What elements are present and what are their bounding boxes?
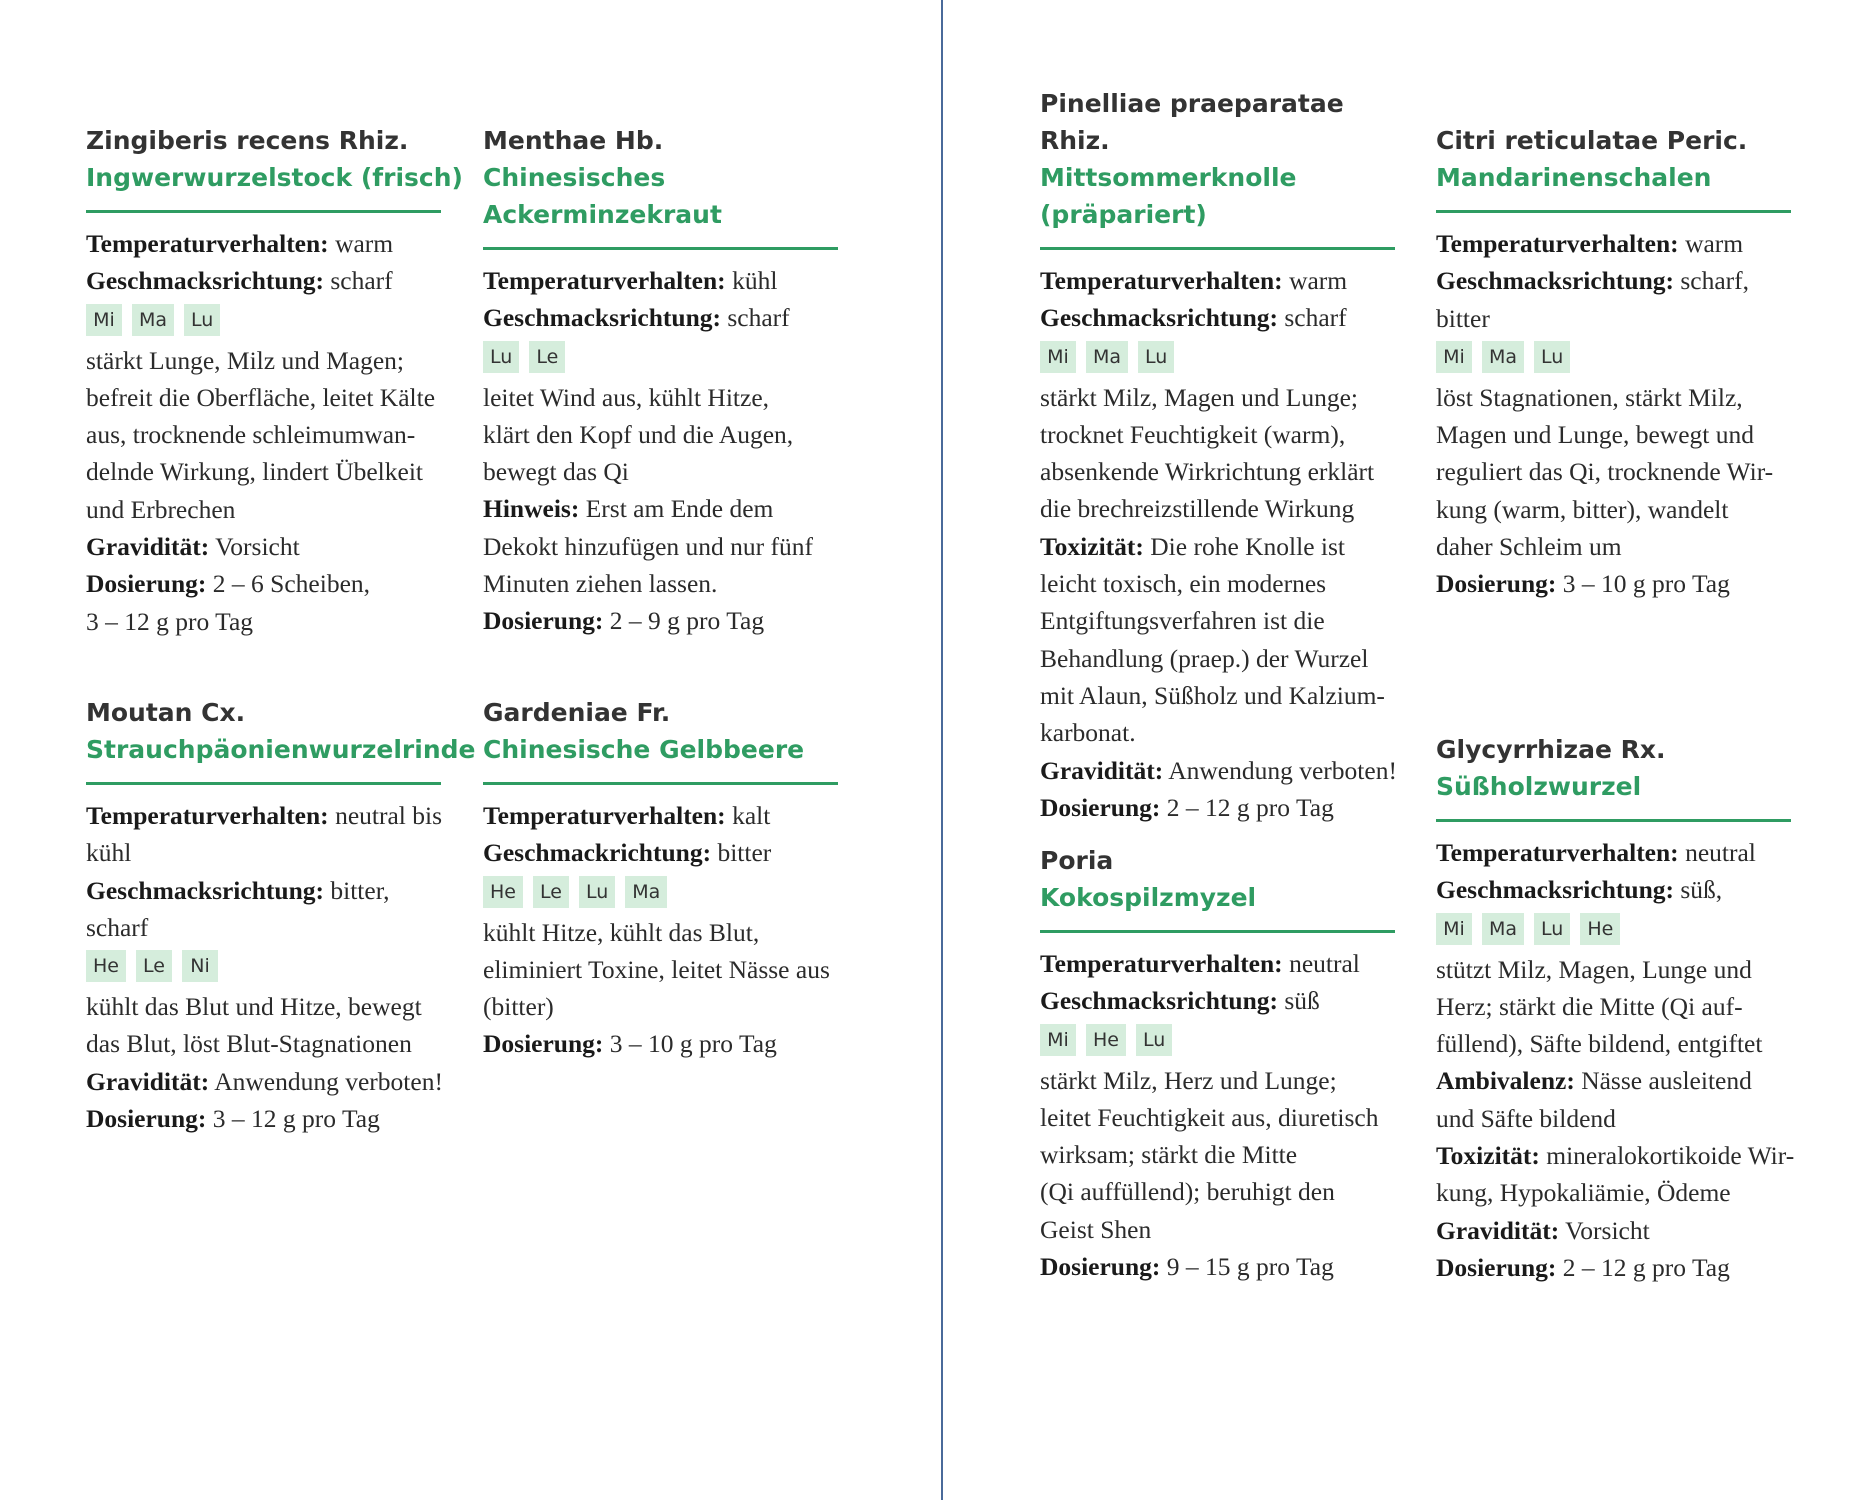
text-line bbox=[483, 453, 863, 490]
latin-name: Zingiberis recens Rhiz. bbox=[86, 126, 409, 155]
text-line bbox=[86, 1025, 466, 1062]
meridian-tag: Lu bbox=[184, 304, 220, 336]
field-value: 3 – 12 g pro Tag bbox=[86, 606, 254, 636]
herb-properties bbox=[1436, 834, 1816, 1286]
meridian-tag: Lu bbox=[1534, 913, 1570, 945]
text-line bbox=[483, 262, 863, 299]
latin-name: Pinelliae praeparatae Rhiz. bbox=[1040, 89, 1344, 155]
field-value: Vorsicht bbox=[1559, 1215, 1650, 1245]
field-value: aus, trocknende schleimumwan- bbox=[86, 420, 416, 450]
latin-name: Poria bbox=[1040, 846, 1114, 875]
text-line bbox=[1436, 225, 1816, 262]
field-label: Geschmacksrichtung: bbox=[86, 266, 324, 296]
field-value: bitter bbox=[1436, 303, 1490, 333]
text-line bbox=[86, 453, 466, 490]
field-label: Temperaturverhalten: bbox=[1436, 838, 1679, 867]
field-value: und Säfte bildend bbox=[1436, 1103, 1616, 1133]
field-value: bitter bbox=[711, 838, 772, 868]
field-value: warm bbox=[328, 229, 394, 258]
meridian-tag: Le bbox=[529, 341, 565, 373]
text-line bbox=[1040, 379, 1420, 416]
field-label: Temperaturverhalten: bbox=[86, 229, 329, 258]
text-line bbox=[1040, 1136, 1420, 1173]
field-label: Geschmacksrichtung: bbox=[1436, 266, 1674, 296]
text-line bbox=[86, 491, 466, 528]
field-label: Gravidität: bbox=[1040, 755, 1164, 785]
field-value: neutral bis bbox=[328, 801, 442, 830]
meridian-tags bbox=[86, 304, 466, 336]
field-value: scharf bbox=[721, 303, 790, 333]
latin-name: Glycyrrhizae Rx. bbox=[1436, 735, 1666, 764]
text-line bbox=[86, 342, 466, 379]
meridian-tags bbox=[1436, 341, 1816, 373]
field-label: Dosierung: bbox=[483, 1029, 604, 1059]
text-line bbox=[1040, 528, 1420, 565]
field-label: Geschmackrichtung: bbox=[483, 838, 712, 868]
field-label: Temperaturverhalten: bbox=[1436, 229, 1679, 258]
field-value: scharf bbox=[1278, 303, 1347, 333]
meridian-tags bbox=[1436, 913, 1816, 945]
text-line bbox=[86, 528, 466, 565]
field-label: Temperaturverhalten: bbox=[483, 266, 726, 295]
meridian-tag: Lu bbox=[483, 341, 519, 373]
text-line bbox=[1040, 714, 1420, 751]
field-value: bewegt das Qi bbox=[483, 457, 629, 487]
text-line bbox=[483, 416, 863, 453]
text-line bbox=[483, 490, 863, 527]
field-value: Anwendung verboten! bbox=[1163, 755, 1397, 785]
field-value: Nässe ausleitend bbox=[1574, 1066, 1752, 1096]
field-value: 2 – 12 g pro Tag bbox=[1556, 1252, 1730, 1282]
text-line bbox=[1040, 982, 1420, 1019]
text-line bbox=[1436, 565, 1816, 602]
herb-entry-citri bbox=[1436, 122, 1816, 603]
meridian-tags bbox=[483, 876, 863, 908]
text-line bbox=[1436, 453, 1816, 490]
meridian-tag: Le bbox=[136, 950, 172, 982]
field-value: scharf bbox=[86, 912, 149, 942]
field-value: klärt den Kopf und die Augen, bbox=[483, 419, 794, 449]
field-value: leitet Wind aus, kühlt Hitze, bbox=[483, 382, 770, 412]
text-line bbox=[1040, 602, 1420, 639]
field-value: trocknet Feuchtigkeit (warm), bbox=[1040, 419, 1346, 449]
text-line bbox=[483, 951, 863, 988]
field-value: stärkt Milz, Herz und Lunge; bbox=[1040, 1065, 1337, 1095]
german-name: Chinesisches Ackerminzekraut bbox=[483, 163, 722, 229]
herb-entry-pinelliae bbox=[1040, 85, 1420, 826]
text-line bbox=[1040, 677, 1420, 714]
meridian-tags bbox=[483, 341, 863, 373]
text-line bbox=[1040, 640, 1420, 677]
meridian-tag: Lu bbox=[1534, 341, 1570, 373]
field-label: Dosierung: bbox=[1436, 1252, 1557, 1282]
text-line bbox=[86, 379, 466, 416]
field-value: neutral bbox=[1678, 838, 1756, 867]
field-value: Vorsicht bbox=[209, 532, 300, 562]
field-value: kung (warm, bitter), wandelt bbox=[1436, 494, 1729, 524]
field-value: mineralokortikoide Wir- bbox=[1539, 1141, 1795, 1171]
latin-name: Citri reticulatae Peric. bbox=[1436, 126, 1748, 155]
text-line bbox=[86, 1063, 466, 1100]
herb-properties bbox=[483, 797, 863, 1063]
field-value: löst Stagnationen, stärkt Milz, bbox=[1436, 382, 1743, 412]
latin-name: Gardeniae Fr. bbox=[483, 698, 671, 727]
field-label: Geschmacksrichtung: bbox=[483, 303, 721, 333]
meridian-tag: Lu bbox=[1136, 1024, 1172, 1056]
text-line bbox=[86, 225, 466, 262]
field-label: Geschmacksrichtung: bbox=[86, 875, 324, 905]
latin-name: Menthae Hb. bbox=[483, 126, 664, 155]
text-line bbox=[483, 797, 863, 834]
field-label: Gravidität: bbox=[86, 532, 210, 562]
field-value: Geist Shen bbox=[1040, 1214, 1152, 1244]
field-label: Gravidität: bbox=[86, 1066, 210, 1096]
text-line bbox=[1040, 1173, 1420, 1210]
text-line bbox=[1040, 1099, 1420, 1136]
title-rule bbox=[483, 247, 838, 250]
text-line bbox=[1040, 299, 1420, 336]
meridian-tag: Mi bbox=[1040, 341, 1076, 373]
german-name: Mandarinenschalen bbox=[1436, 163, 1712, 192]
meridian-tag: Mi bbox=[86, 304, 122, 336]
herb-properties bbox=[86, 797, 466, 1137]
field-value: Erst am Ende dem bbox=[579, 494, 774, 524]
text-line bbox=[483, 379, 863, 416]
text-line bbox=[86, 988, 466, 1025]
field-value: stärkt Milz, Magen und Lunge; bbox=[1040, 382, 1358, 412]
field-label: Geschmacksrichtung: bbox=[1040, 303, 1278, 333]
field-value: Herz; stärkt die Mitte (Qi auf- bbox=[1436, 991, 1743, 1021]
text-line bbox=[483, 914, 863, 951]
text-line bbox=[1040, 789, 1420, 826]
field-value: kung, Hypokaliämie, Ödeme bbox=[1436, 1178, 1731, 1208]
field-value: scharf, bbox=[1674, 266, 1750, 296]
field-value: füllend), Säfte bildend, entgiftet bbox=[1436, 1029, 1763, 1059]
german-name: (präpariert) bbox=[1040, 200, 1207, 229]
field-value: kalt bbox=[725, 801, 771, 830]
field-value: leitet Feuchtigkeit aus, diuretisch bbox=[1040, 1102, 1379, 1132]
herb-properties bbox=[1040, 262, 1420, 826]
text-line bbox=[483, 528, 863, 565]
field-label: Ambivalenz: bbox=[1436, 1066, 1575, 1096]
text-line bbox=[1436, 1249, 1816, 1286]
text-line bbox=[483, 988, 863, 1025]
field-label: Dosierung: bbox=[86, 569, 207, 599]
title-rule bbox=[483, 782, 838, 785]
field-value: Die rohe Knolle ist bbox=[1143, 531, 1346, 561]
meridian-tag: Lu bbox=[579, 876, 615, 908]
field-label: Temperaturverhalten: bbox=[483, 801, 726, 830]
meridian-tag: Mi bbox=[1436, 341, 1472, 373]
title-rule bbox=[86, 782, 441, 785]
title-rule bbox=[1040, 247, 1395, 250]
text-line bbox=[1040, 1211, 1420, 1248]
herb-entry-zingiberis bbox=[86, 122, 466, 640]
meridian-tag: He bbox=[1580, 913, 1620, 945]
title-rule bbox=[1436, 210, 1791, 213]
german-name: Süßholzwurzel bbox=[1436, 772, 1642, 801]
meridian-tag: He bbox=[86, 950, 126, 982]
text-line bbox=[1040, 490, 1420, 527]
field-label: Temperaturverhalten: bbox=[1040, 949, 1283, 978]
field-value: und Erbrechen bbox=[86, 494, 236, 524]
field-value: 3 – 10 g pro Tag bbox=[1556, 569, 1730, 599]
field-label: Dosierung: bbox=[86, 1104, 207, 1134]
text-line bbox=[1040, 262, 1420, 299]
text-line bbox=[1436, 988, 1816, 1025]
field-value: 3 – 10 g pro Tag bbox=[603, 1029, 777, 1059]
field-value: (Qi auffüllend); beruhigt den bbox=[1040, 1177, 1335, 1207]
field-label: Hinweis: bbox=[483, 494, 580, 524]
field-value: warm bbox=[1282, 266, 1348, 295]
text-line bbox=[86, 262, 466, 299]
meridian-tags bbox=[86, 950, 466, 982]
field-label: Dosierung: bbox=[1040, 792, 1161, 822]
text-line bbox=[86, 1100, 466, 1137]
herb-properties bbox=[86, 225, 466, 640]
field-value: (bitter) bbox=[483, 992, 554, 1022]
text-line bbox=[1436, 951, 1816, 988]
field-value: Dekokt hinzufügen und nur fünf bbox=[483, 531, 814, 561]
field-label: Temperaturverhalten: bbox=[1040, 266, 1283, 295]
field-label: Gravidität: bbox=[1436, 1215, 1560, 1245]
meridian-tag: Ma bbox=[625, 876, 667, 908]
text-line bbox=[1040, 416, 1420, 453]
field-value: 2 – 6 Scheiben, bbox=[206, 569, 371, 599]
meridian-tag: He bbox=[483, 876, 523, 908]
text-line bbox=[483, 602, 863, 639]
text-line bbox=[483, 1025, 863, 1062]
text-line bbox=[1436, 1100, 1816, 1137]
text-line bbox=[1436, 262, 1816, 299]
text-line bbox=[483, 299, 863, 336]
field-value: scharf bbox=[324, 266, 393, 296]
field-label: Dosierung: bbox=[483, 606, 604, 636]
field-label: Toxizität: bbox=[1040, 531, 1144, 561]
herb-entry-poria bbox=[1040, 842, 1420, 1285]
meridian-tags bbox=[1040, 1024, 1420, 1056]
meridian-tag: Le bbox=[533, 876, 569, 908]
herb-properties bbox=[483, 262, 863, 640]
meridian-tag: Mi bbox=[1436, 913, 1472, 945]
field-value: bitter, bbox=[324, 875, 390, 905]
field-value: absenkende Wirkrichtung erklärt bbox=[1040, 457, 1375, 487]
field-label: Geschmacksrichtung: bbox=[1040, 986, 1278, 1016]
field-value: karbonat. bbox=[1040, 718, 1136, 748]
text-line bbox=[1436, 871, 1816, 908]
field-label: Geschmacksrichtung: bbox=[1436, 875, 1674, 905]
text-line bbox=[86, 416, 466, 453]
field-value: stützt Milz, Magen, Lunge und bbox=[1436, 954, 1752, 984]
meridian-tag: Ma bbox=[1086, 341, 1128, 373]
field-value: Entgiftungsverfahren ist die bbox=[1040, 606, 1325, 636]
field-value: eliminiert Toxine, leitet Nässe aus bbox=[483, 954, 830, 984]
herb-properties bbox=[1436, 225, 1816, 603]
field-value: Behandlung (praep.) der Wurzel bbox=[1040, 643, 1369, 673]
german-name: Mittsommerknolle bbox=[1040, 163, 1297, 192]
title-rule bbox=[1040, 930, 1395, 933]
text-line bbox=[1436, 491, 1816, 528]
herb-entry-glycyrrhizae bbox=[1436, 731, 1816, 1286]
field-value: 3 – 12 g pro Tag bbox=[206, 1104, 380, 1134]
page-divider bbox=[941, 0, 943, 1500]
field-value: kühlt Hitze, kühlt das Blut, bbox=[483, 917, 760, 947]
text-line bbox=[1040, 453, 1420, 490]
text-line bbox=[1040, 1062, 1420, 1099]
field-value: warm bbox=[1678, 229, 1744, 258]
herb-entry-moutan bbox=[86, 694, 476, 1137]
herb-entry-gardeniae bbox=[483, 694, 863, 1063]
german-name: Strauchpäonienwurzelrinde bbox=[86, 735, 476, 764]
german-name: Ingwerwurzelstock (frisch) bbox=[86, 163, 463, 192]
field-value: süß, bbox=[1674, 875, 1723, 905]
text-line bbox=[1436, 416, 1816, 453]
field-value: leicht toxisch, ein modernes bbox=[1040, 569, 1327, 599]
meridian-tags bbox=[1040, 341, 1420, 373]
text-line bbox=[86, 834, 466, 871]
field-value: befreit die Oberfläche, leitet Kälte bbox=[86, 382, 436, 412]
german-name: Chinesische Gelbbeere bbox=[483, 735, 805, 764]
title-rule bbox=[86, 210, 441, 213]
german-name: Kokospilzmyzel bbox=[1040, 883, 1257, 912]
field-label: Toxizität: bbox=[1436, 1141, 1540, 1171]
field-value: mit Alaun, Süßholz und Kalzium- bbox=[1040, 680, 1385, 710]
text-line bbox=[1040, 1248, 1420, 1285]
field-value: süß bbox=[1278, 986, 1320, 1016]
field-label: Dosierung: bbox=[1436, 569, 1557, 599]
herb-entry-menthae bbox=[483, 122, 863, 640]
field-value: kühl bbox=[725, 266, 778, 295]
meridian-tag: Ma bbox=[132, 304, 174, 336]
field-value: daher Schleim um bbox=[1436, 532, 1622, 562]
text-line bbox=[1436, 528, 1816, 565]
text-line bbox=[86, 872, 466, 909]
text-line bbox=[483, 565, 863, 602]
meridian-tag: Ni bbox=[182, 950, 218, 982]
text-line bbox=[86, 909, 466, 946]
field-value: die brechreizstillende Wirkung bbox=[1040, 494, 1355, 524]
meridian-tag: Ma bbox=[1482, 341, 1524, 373]
text-line bbox=[1436, 1025, 1816, 1062]
text-line bbox=[1436, 1174, 1816, 1211]
field-value: 2 – 9 g pro Tag bbox=[603, 606, 765, 636]
field-value: neutral bbox=[1282, 949, 1360, 978]
herb-properties bbox=[1040, 945, 1420, 1285]
field-value: Magen und Lunge, bewegt und bbox=[1436, 420, 1754, 450]
meridian-tag: He bbox=[1086, 1024, 1126, 1056]
meridian-tag: Ma bbox=[1482, 913, 1524, 945]
field-value: delnde Wirkung, lindert Übelkeit bbox=[86, 457, 424, 487]
latin-name: Moutan Cx. bbox=[86, 698, 246, 727]
text-line bbox=[1436, 379, 1816, 416]
field-value: wirksam; stärkt die Mitte bbox=[1040, 1140, 1298, 1170]
text-line bbox=[86, 565, 466, 602]
field-value: kühl bbox=[86, 838, 132, 868]
text-line bbox=[483, 834, 863, 871]
field-value: das Blut, löst Blut-Stagnationen bbox=[86, 1029, 412, 1059]
text-line bbox=[1436, 1212, 1816, 1249]
text-line bbox=[1040, 565, 1420, 602]
text-line bbox=[1436, 1137, 1816, 1174]
field-value: reguliert das Qi, trocknende Wir- bbox=[1436, 457, 1774, 487]
text-line bbox=[86, 603, 466, 640]
title-rule bbox=[1436, 819, 1791, 822]
text-line bbox=[1436, 1062, 1816, 1099]
field-value: 2 – 12 g pro Tag bbox=[1160, 792, 1334, 822]
field-value: Anwendung verboten! bbox=[209, 1066, 443, 1096]
field-value: 9 – 15 g pro Tag bbox=[1160, 1252, 1334, 1282]
field-value: kühlt das Blut und Hitze, bewegt bbox=[86, 992, 422, 1022]
text-line bbox=[1040, 752, 1420, 789]
field-value: stärkt Lunge, Milz und Magen; bbox=[86, 345, 404, 375]
text-line bbox=[1436, 300, 1816, 337]
text-line bbox=[86, 797, 466, 834]
meridian-tag: Lu bbox=[1138, 341, 1174, 373]
text-line bbox=[1040, 945, 1420, 982]
field-value: Minuten ziehen lassen. bbox=[483, 569, 718, 599]
field-label: Temperaturverhalten: bbox=[86, 801, 329, 830]
text-line bbox=[1436, 834, 1816, 871]
field-label: Dosierung: bbox=[1040, 1252, 1161, 1282]
meridian-tag: Mi bbox=[1040, 1024, 1076, 1056]
